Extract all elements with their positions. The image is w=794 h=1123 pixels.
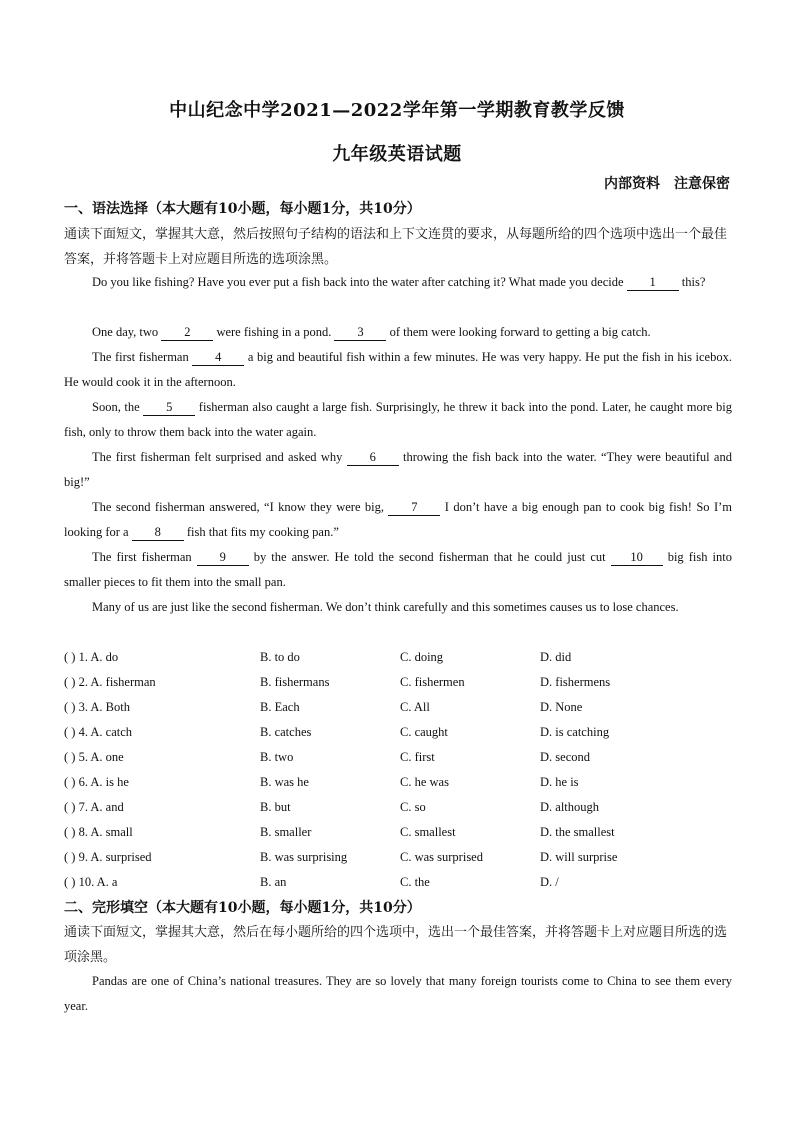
option-b: B. was he xyxy=(260,775,309,789)
section1-instruction: 通读下面短文，掌握其大意，然后按照句子结构的语法和上下文连贯的要求，从每题所给的四个选项中选出一个最佳答案，并将答题卡上对应题目所选的选项涂黑。 xyxy=(64,227,728,267)
passage-paragraph-3 xyxy=(64,345,732,395)
option-d: D. fishermens xyxy=(540,675,611,689)
exam-title: 中山纪念中学2021—2022学年第一学期教育教学反馈 xyxy=(169,100,625,121)
paragraph-text: big fish into smaller pieces to fit them into the small pan. xyxy=(64,550,732,589)
question-option-a: ( ) 10. A. a xyxy=(64,875,118,889)
question-options-row xyxy=(64,770,732,795)
question-options-row xyxy=(64,695,732,720)
question-options-row xyxy=(64,845,732,870)
question-option-a: ( ) 2. A. fisherman xyxy=(64,675,156,689)
paragraph-text: this? xyxy=(678,275,706,289)
question-options-row xyxy=(64,745,732,770)
paragraph-text: by the answer. He told the second fisherman that he could just cut xyxy=(248,550,611,564)
option-d: D. will surprise xyxy=(540,850,618,864)
option-c: C. he was xyxy=(400,775,449,789)
passage-paragraph-7 xyxy=(64,545,732,595)
notice-internal: 内部资料 xyxy=(604,176,660,192)
option-b: B. Each xyxy=(260,700,300,714)
paragraph-text: were fishing in a pond. xyxy=(213,325,335,339)
question-option-a: ( ) 7. A. and xyxy=(64,800,124,814)
question-options-row xyxy=(64,795,732,820)
option-d: D. is catching xyxy=(540,725,610,739)
question-options-row xyxy=(64,720,732,745)
paragraph-text: The first fisherman xyxy=(92,350,193,364)
passage-paragraph-5 xyxy=(64,445,732,495)
question-option-a: ( ) 3. A. Both xyxy=(64,700,130,714)
paragraph-text: fisherman also caught a large fish. Surprisingly, he threw it back into the pond. Later, he caught more big fish, only to throw them back into the water again. xyxy=(64,400,732,439)
option-d: D. second xyxy=(540,750,590,764)
paragraph-text: The first fisherman xyxy=(92,550,197,564)
blank-1: 1 xyxy=(627,274,679,291)
paragraph-text: One day, two xyxy=(92,325,162,339)
paragraph-text: Soon, the xyxy=(92,400,144,414)
paragraph-text: The second fisherman answered, “I know they were big, xyxy=(92,500,389,514)
option-b: B. smaller xyxy=(260,825,312,839)
option-b: B. fishermans xyxy=(260,675,330,689)
paragraph-text: throwing the fish back into the water. “They were beautiful and big!” xyxy=(64,450,732,489)
option-c: C. doing xyxy=(400,650,444,664)
option-d: D. he is xyxy=(540,775,579,789)
question-option-a: ( ) 5. A. one xyxy=(64,750,124,764)
paragraph-text: of them were looking forward to getting a big catch. xyxy=(386,325,651,339)
option-b: B. was surprising xyxy=(260,850,348,864)
passage-paragraph-2 xyxy=(64,320,732,345)
question-option-a: ( ) 4. A. catch xyxy=(64,725,133,739)
option-b: B. an xyxy=(260,875,287,889)
option-b: B. to do xyxy=(260,650,300,664)
option-c: C. so xyxy=(400,800,426,814)
option-c: C. fishermen xyxy=(400,675,465,689)
exam-subtitle: 九年级英语试题 xyxy=(332,144,462,165)
option-d: D. the smallest xyxy=(540,825,615,839)
option-d: D. did xyxy=(540,650,572,664)
notice-secret: 注意保密 xyxy=(674,176,730,192)
question-options-row xyxy=(64,870,732,895)
section2-passage-paragraph-1: Pandas are one of China’s national treasures. They are so lovely that many foreign tourists come to China to see them every year. xyxy=(64,974,732,1013)
option-c: C. the xyxy=(400,875,430,889)
question-options-row xyxy=(64,645,732,670)
blank-9: 9 xyxy=(197,549,249,566)
blank-4: 4 xyxy=(192,349,244,366)
paragraph-text: Do you like fishing? Have you ever put a fish back into the water after catching it? What made you decide xyxy=(92,275,627,289)
question-option-a: ( ) 8. A. small xyxy=(64,825,133,839)
option-d: D. None xyxy=(540,700,583,714)
question-options-row xyxy=(64,820,732,845)
option-c: C. first xyxy=(400,750,435,764)
option-b: B. but xyxy=(260,800,291,814)
blank-8: 8 xyxy=(132,524,184,541)
passage-paragraph-6 xyxy=(64,495,732,545)
paragraph-text: I don’t have a big enough pan to cook big fish! So I’m looking for a xyxy=(64,500,732,539)
question-option-a: ( ) 9. A. surprised xyxy=(64,850,152,864)
paragraph-text: Many of us are just like the second fisherman. We don’t think carefully and this sometimes causes us to lose chances. xyxy=(92,600,679,614)
option-c: C. All xyxy=(400,700,430,714)
option-d: D. although xyxy=(540,800,600,814)
paragraph-text: The first fisherman felt surprised and asked why xyxy=(92,450,347,464)
passage-paragraph-1 xyxy=(64,270,732,295)
option-c: C. was surprised xyxy=(400,850,483,864)
section2-heading: 二、完形填空（本大题有10小题，每小题1分，共10分） xyxy=(64,900,421,916)
passage-paragraph-8 xyxy=(64,595,732,620)
question-option-a: ( ) 6. A. is he xyxy=(64,775,129,789)
blank-3: 3 xyxy=(334,324,386,341)
blank-5: 5 xyxy=(143,399,195,416)
paragraph-text: fish that fits my cooking pan.” xyxy=(183,525,339,539)
option-b: B. catches xyxy=(260,725,312,739)
section2-instruction: 通读下面短文，掌握其大意，然后在每小题所给的四个选项中，选出一个最佳答案，并将答题卡上对应题目所选的选项涂黑。 xyxy=(64,925,728,965)
question-options-row xyxy=(64,670,732,695)
blank-10: 10 xyxy=(611,549,663,566)
option-c: C. smallest xyxy=(400,825,456,839)
blank-2: 2 xyxy=(161,324,213,341)
option-c: C. caught xyxy=(400,725,448,739)
blank-6: 6 xyxy=(347,449,399,466)
confidential-notice xyxy=(604,173,730,193)
option-b: B. two xyxy=(260,750,294,764)
passage-paragraph-4 xyxy=(64,395,732,445)
option-d: D. / xyxy=(540,875,559,889)
question-option-a: ( ) 1. A. do xyxy=(64,650,119,664)
blank-7: 7 xyxy=(388,499,440,516)
paragraph-text: a big and beautiful fish within a few minutes. He was very happy. He put the fish in his icebox. He would cook it in the afternoon. xyxy=(64,350,732,389)
section1-heading: 一、语法选择（本大题有10小题，每小题1分，共10分） xyxy=(64,201,421,217)
